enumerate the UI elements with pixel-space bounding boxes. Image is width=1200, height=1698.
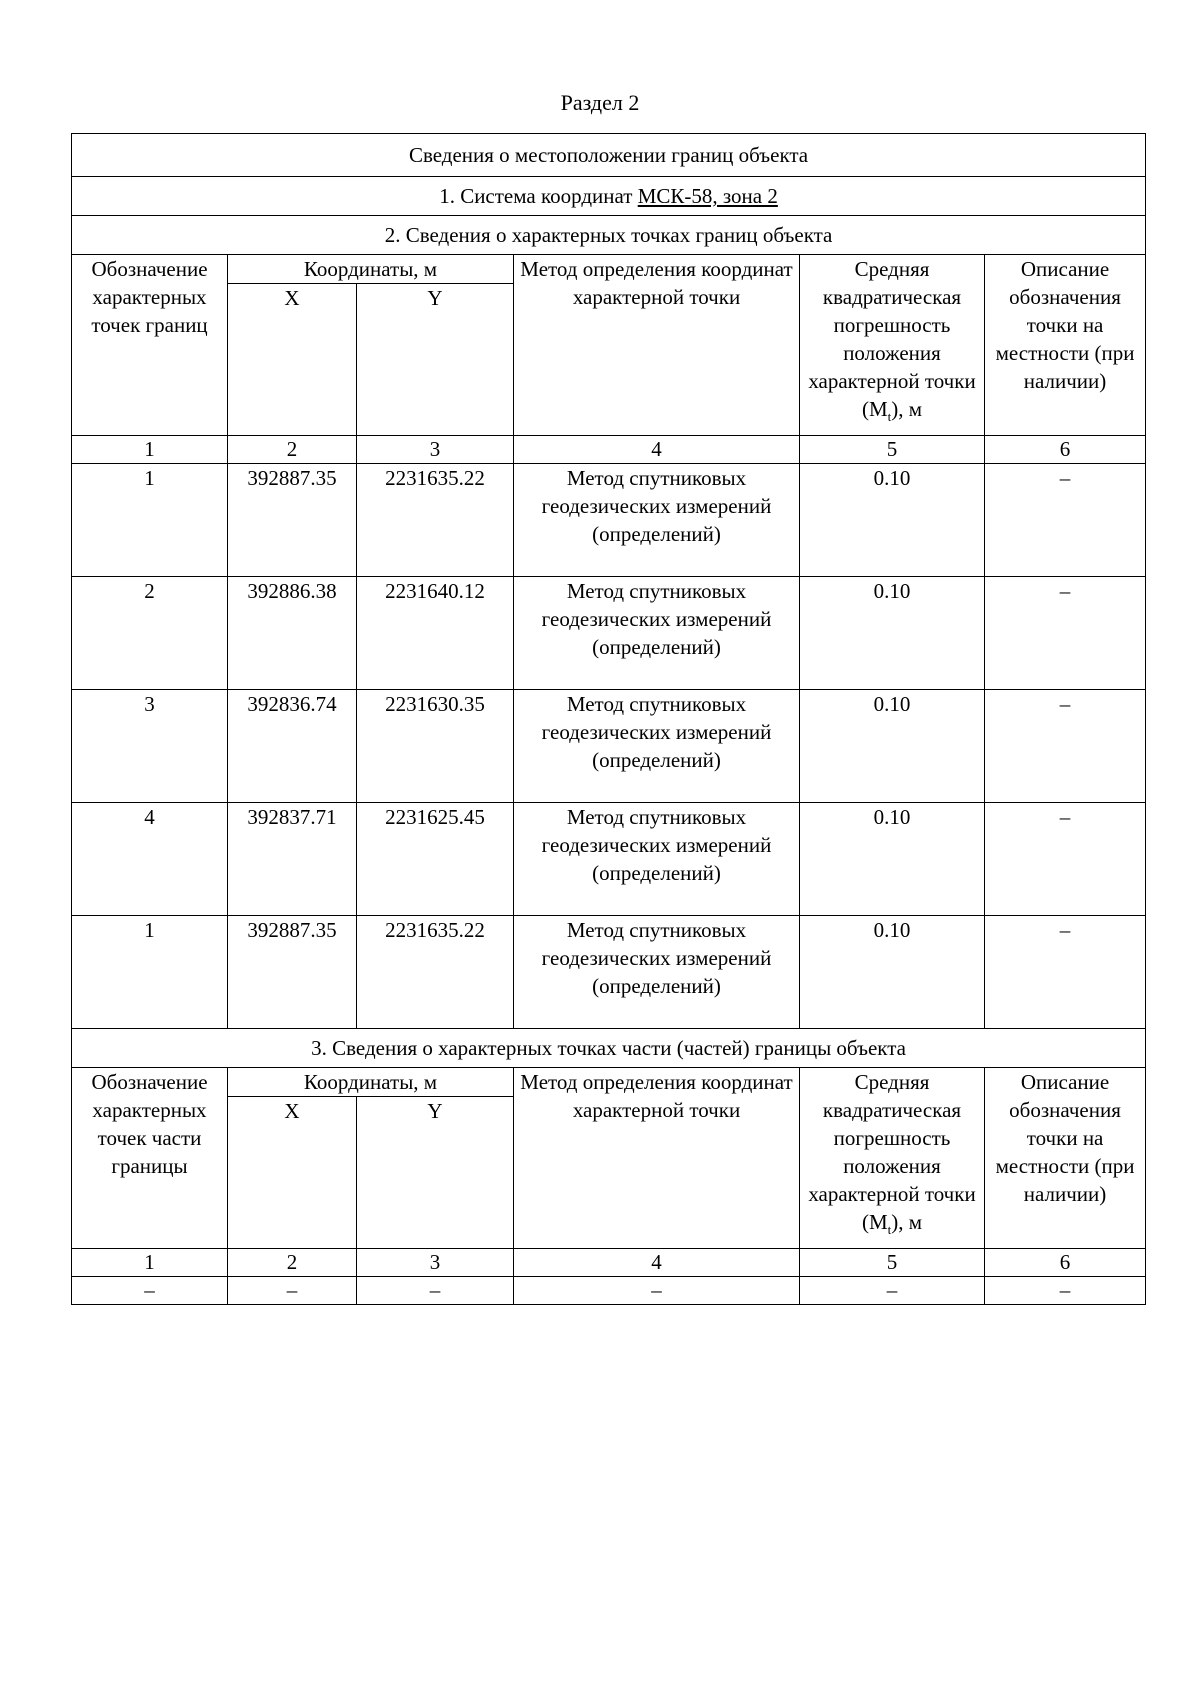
point-description-cell: – [985, 464, 1146, 577]
part3-header-error-suffix: ), м [891, 1210, 923, 1234]
coord-system-label: 1. Система координат [439, 184, 638, 208]
point-x-cell: 392887.35 [228, 464, 357, 577]
part2-header-row-top [72, 255, 1146, 284]
point-id-cell: 4 [72, 803, 228, 916]
table-row [72, 803, 1146, 916]
part3-header-x: X [228, 1097, 357, 1249]
point-error-cell: 0.10 [800, 690, 985, 803]
point-x-cell: 392886.38 [228, 577, 357, 690]
part3-x-cell: – [228, 1277, 357, 1305]
table-row [72, 464, 1146, 577]
column-number: 1 [72, 1249, 228, 1277]
column-number: 6 [985, 436, 1146, 464]
column-number: 3 [357, 436, 514, 464]
part3-id-cell: – [72, 1277, 228, 1305]
part3-header-error-text: Средняя квадратическая погрешность положения характерной точки (M [808, 1070, 976, 1234]
part3-y-cell: – [357, 1277, 514, 1305]
point-error-cell: 0.10 [800, 464, 985, 577]
point-id-cell: 3 [72, 690, 228, 803]
point-y-cell: 2231630.35 [357, 690, 514, 803]
column-number: 5 [800, 1249, 985, 1277]
part3-header-description: Описание обозначения точки на местности (при наличии) [985, 1068, 1146, 1249]
section-title: Раздел 2 [560, 90, 640, 115]
column-number: 4 [514, 436, 800, 464]
table-title-row [72, 134, 1146, 177]
point-y-cell: 2231640.12 [357, 577, 514, 690]
table-row [72, 577, 1146, 690]
part3-header-row-top [72, 1068, 1146, 1097]
boundary-table [71, 133, 1146, 1305]
point-description-cell: – [985, 916, 1146, 1029]
part3-method-cell: – [514, 1277, 800, 1305]
part3-column-numbers-row [72, 1249, 1146, 1277]
part3-description-cell: – [985, 1277, 1146, 1305]
point-method-cell: Метод спутниковых геодезических измерений (определений) [514, 803, 800, 916]
part2-header-error-text: Средняя квадратическая погрешность положения характерной точки (M [808, 257, 976, 421]
part2-header-error [800, 255, 985, 436]
table-row [72, 690, 1146, 803]
part3-header-y: Y [357, 1097, 514, 1249]
table-title: Сведения о местоположении границ объекта [72, 134, 1146, 177]
coord-system-row [72, 177, 1146, 216]
part2-header-x: X [228, 284, 357, 436]
part2-header-method: Метод определения координат характерной точки [514, 255, 800, 436]
coord-system-cell [72, 177, 1146, 216]
point-y-cell: 2231635.22 [357, 916, 514, 1029]
column-number: 4 [514, 1249, 800, 1277]
point-method-cell: Метод спутниковых геодезических измерений (определений) [514, 916, 800, 1029]
part3-header-error-sub: t [887, 1222, 892, 1238]
point-x-cell: 392837.71 [228, 803, 357, 916]
point-method-cell: Метод спутниковых геодезических измерений (определений) [514, 577, 800, 690]
part2-header-y: Y [357, 284, 514, 436]
part2-header-designation: Обозначение характерных точек границ [72, 255, 228, 436]
column-number: 5 [800, 436, 985, 464]
point-description-cell: – [985, 690, 1146, 803]
section2-title: 2. Сведения о характерных точках границ объекта [72, 216, 1146, 255]
coord-system-value: МСК-58, зона 2 [637, 184, 778, 208]
part3-header-error [800, 1068, 985, 1249]
part2-header-error-sub: t [887, 409, 892, 425]
part3-header-method: Метод определения координат характерной точки [514, 1068, 800, 1249]
column-number: 6 [985, 1249, 1146, 1277]
point-id-cell: 1 [72, 464, 228, 577]
point-description-cell: – [985, 577, 1146, 690]
column-number: 2 [228, 1249, 357, 1277]
part2-header-coords: Координаты, м [228, 255, 514, 284]
point-y-cell: 2231625.45 [357, 803, 514, 916]
point-x-cell: 392836.74 [228, 690, 357, 803]
part2-header-description: Описание обозначения точки на местности (при наличии) [985, 255, 1146, 436]
point-error-cell: 0.10 [800, 577, 985, 690]
part3-header-designation: Обозначение характерных точек части границы [72, 1068, 228, 1249]
part3-header-coords: Координаты, м [228, 1068, 514, 1097]
point-id-cell: 2 [72, 577, 228, 690]
section3-title-row [72, 1029, 1146, 1068]
point-id-cell: 1 [72, 916, 228, 1029]
point-error-cell: 0.10 [800, 916, 985, 1029]
point-description-cell: – [985, 803, 1146, 916]
column-number: 1 [72, 436, 228, 464]
point-y-cell: 2231635.22 [357, 464, 514, 577]
point-x-cell: 392887.35 [228, 916, 357, 1029]
section2-title-row [72, 216, 1146, 255]
column-number: 3 [357, 1249, 514, 1277]
point-method-cell: Метод спутниковых геодезических измерений (определений) [514, 690, 800, 803]
table-row [72, 1277, 1146, 1305]
part3-error-cell: – [800, 1277, 985, 1305]
table-row [72, 916, 1146, 1029]
part2-column-numbers-row [72, 436, 1146, 464]
column-number: 2 [228, 436, 357, 464]
point-method-cell: Метод спутниковых геодезических измерений (определений) [514, 464, 800, 577]
point-error-cell: 0.10 [800, 803, 985, 916]
part2-header-error-suffix: ), м [891, 397, 923, 421]
section3-title: 3. Сведения о характерных точках части (частей) границы объекта [72, 1029, 1146, 1068]
